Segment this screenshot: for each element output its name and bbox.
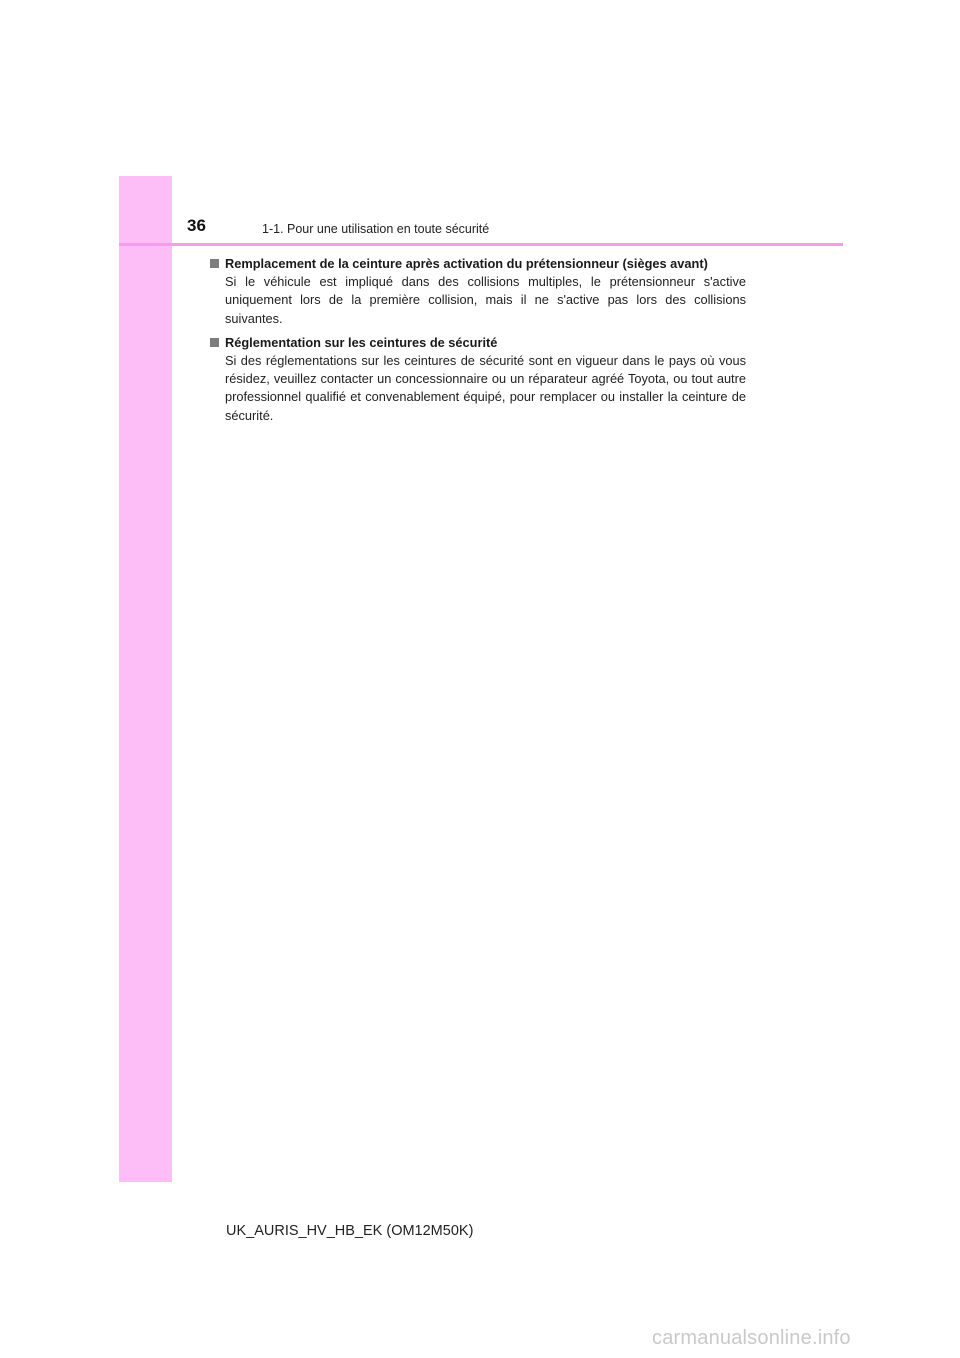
square-bullet-icon xyxy=(210,338,219,347)
list-item xyxy=(210,334,746,425)
item-body: Si le véhicule est impliqué dans des collisions multiples, le prétensionneur s'active uniquement lors de la première collision, mais il ne s'active pas lors des collisions suivantes. xyxy=(225,274,746,326)
content-area xyxy=(210,255,746,431)
item-heading xyxy=(210,334,746,352)
square-bullet-icon xyxy=(210,259,219,268)
item-heading-text: Réglementation sur les ceintures de sécurité xyxy=(225,334,498,350)
item-heading-text: Remplacement de la ceinture après activation du prétensionneur (sièges avant) xyxy=(225,256,708,271)
list-item xyxy=(210,255,746,328)
item-heading xyxy=(210,255,746,273)
header-rule xyxy=(119,243,843,246)
item-body: Si des réglementations sur les ceintures de sécurité sont en vigueur dans le pays où vous résidez, veuillez contacter un concessionnaire ou un réparateur agréé Toyota, ou tout autre professionnel qualifié et convenablement équipé, pour remplacer ou installer la ceinture de sécurité. xyxy=(225,352,746,423)
page-number: 36 xyxy=(187,216,206,235)
side-tab-strip xyxy=(119,176,172,1182)
document-code: UK_AURIS_HV_HB_EK (OM12M50K) xyxy=(226,1223,474,1239)
watermark-text: carmanualsonline.info xyxy=(652,1327,851,1349)
section-title: 1-1. Pour une utilisation en toute sécurité xyxy=(262,222,490,236)
